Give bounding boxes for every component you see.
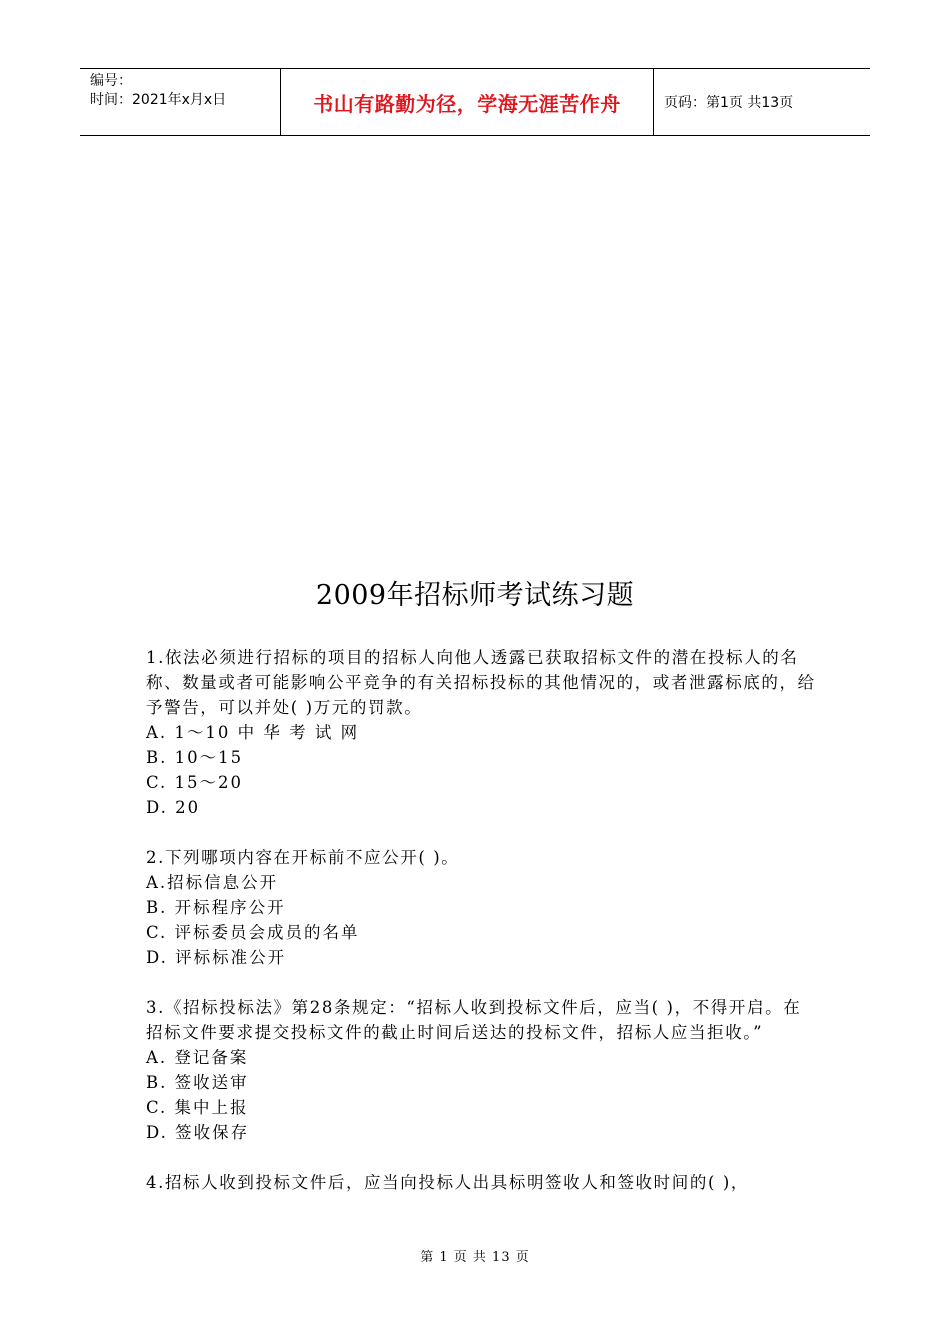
question-4 bbox=[146, 1170, 816, 1195]
question-option: B. 10～15 bbox=[146, 748, 244, 767]
question-option: A.招标信息公开 bbox=[146, 873, 279, 892]
question-3 bbox=[146, 995, 816, 1145]
question-option: C. 评标委员会成员的名单 bbox=[146, 923, 360, 942]
question-stem: 3.《招标投标法》第28条规定：“招标人收到投标文件后，应当( )，不得开启。在招标文件要求提交投标文件的截止时间后送达的投标文件，招标人应当拒收。” bbox=[146, 998, 802, 1042]
question-2 bbox=[146, 845, 816, 970]
question-option: C. 15～20 bbox=[146, 773, 244, 792]
time-label: 时间：2021年x月x日 bbox=[90, 92, 227, 108]
page-header bbox=[80, 68, 870, 136]
question-stem: 2.下列哪项内容在开标前不应公开( )。 bbox=[146, 848, 460, 867]
question-option: B. 签收送审 bbox=[146, 1073, 249, 1092]
header-motto: 书山有路勤为径，学海无涯苦作舟 bbox=[281, 69, 654, 135]
page-footer: 第 1 页 共 13 页 bbox=[420, 1250, 530, 1265]
question-stem: 1.依法必须进行招标的项目的招标人向他人透露已获取招标文件的潜在投标人的名称、数量或者可能影响公平竞争的有关招标投标的其他情况的，或者泄露标底的，给予警告，可以并处( )万元的罚款。 bbox=[146, 648, 816, 717]
question-option: D. 评标标准公开 bbox=[146, 948, 287, 967]
question-option: A. 登记备案 bbox=[146, 1048, 249, 1067]
question-stem: 4.招标人收到投标文件后，应当向投标人出具标明签收人和签收时间的( )， bbox=[146, 1173, 749, 1192]
header-page-info: 页码：第1页 共13页 bbox=[664, 95, 794, 111]
question-option: D. 签收保存 bbox=[146, 1123, 250, 1142]
document-title: 2009年招标师考试练习题 bbox=[315, 580, 635, 611]
header-meta bbox=[80, 69, 281, 135]
serial-label: 编号： bbox=[90, 73, 132, 89]
question-list bbox=[146, 645, 816, 1220]
question-option: B. 开标程序公开 bbox=[146, 898, 286, 917]
question-option: C. 集中上报 bbox=[146, 1098, 249, 1117]
question-option: A. 1～10 中 华 考 试 网 bbox=[146, 723, 360, 742]
question-1 bbox=[146, 645, 816, 820]
question-option: D. 20 bbox=[146, 798, 201, 817]
